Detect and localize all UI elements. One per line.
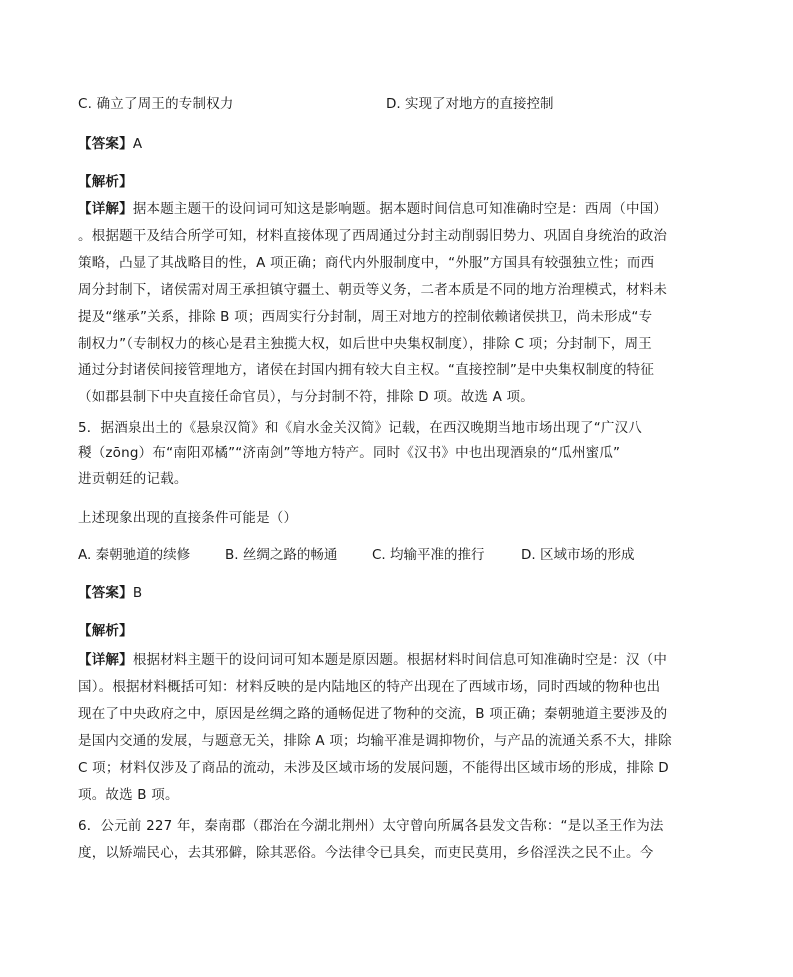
q4-option-c: C. 确立了周王的专制权力 xyxy=(78,96,234,112)
q5-option-a: A. 秦朝驰道的续修 xyxy=(78,547,191,563)
q6-stem-line-0: 6．公元前 227 年，秦南郡（郡治在今湖北荆州）太守曾向所属各县发文告称：“是以圣王作为法 xyxy=(78,818,664,834)
q5-option-c: C. 均输平准的推行 xyxy=(372,547,485,563)
answer-value: B xyxy=(132,585,143,601)
answer-value: A xyxy=(132,136,143,152)
q6-stem-line-1: 度，以矫端民心，去其邪僻，除其恶俗。今法律令已具矣，而吏民莫用，乡俗淫泆之民不止。今 xyxy=(78,845,654,861)
q5-detail-line-0: 【详解】根据材料主题干的设问词可知本题是原因题。根据材料时间信息可知准确时空是：汉（中 xyxy=(78,652,668,668)
q5-option-b: B. 丝绸之路的畅通 xyxy=(225,547,338,563)
q4-detail-line-6: 通过分封诸侯间接管理地方，诸侯在封国内拥有较大自主权。“直接控制”是中央集权制度的特征 xyxy=(78,362,655,378)
answer-label: 【答案】 xyxy=(78,136,133,152)
detail-label: 【详解】 xyxy=(78,201,133,217)
q5-analysis-label: 【解析】 xyxy=(78,623,133,639)
q5-option-d: D. 区域市场的形成 xyxy=(521,547,635,563)
q5-detail-line-1: 国）。根据材料概括可知：材料反映的是内陆地区的特产出现在了西域市场，同时西域的物种也出 xyxy=(78,679,661,695)
q5-detail-line-2: 现在了中央政府之中，原因是丝绸之路的通畅促进了物种的交流，B 项正确；秦朝驰道主要涉及的 xyxy=(78,706,668,722)
q4-detail-line-5: 制权力”（专制权力的核心是君主独揽大权，如后世中央集权制度），排除 C 项；分封制下，周王 xyxy=(78,336,653,352)
q4-detail-line-2: 策略，凸显了其战略目的性，A 项正确；商代内外服制度中，“外服”方国具有较强独立性；而西 xyxy=(78,255,655,271)
q5-detail-line-4: C 项；材料仅涉及了商品的流动，未涉及区域市场的发展问题，不能得出区域市场的形成，排除 D xyxy=(78,760,669,776)
q5-question: 上述现象出现的直接条件可能是（） xyxy=(78,510,298,526)
q5-stem-line-2: 进贡朝廷的记载。 xyxy=(78,471,188,487)
q4-detail-line-1: 。根据题干及结合所学可知，材料直接体现了西周通过分封主动削弱旧势力、巩固自身统治的政治 xyxy=(78,228,668,244)
q4-analysis-label: 【解析】 xyxy=(78,174,133,190)
q5-stem-line-0: 5．据酒泉出土的《悬泉汉简》和《肩水金关汉简》记载，在西汉晚期当地市场出现了“广汉八 xyxy=(78,420,642,436)
q5-detail-line-3: 是国内交通的发展，与题意无关，排除 A 项；均输平准是调抑物价，与产品的流通关系不大，排除 xyxy=(78,733,672,749)
q4-detail-line-0: 【详解】据本题主题干的设问词可知这是影响题。据本题时间信息可知准确时空是：西周（中国） xyxy=(78,201,668,217)
q4-detail-line-3: 周分封制下，诸侯需对周王承担镇守疆土、朝贡等义务，二者本质是不同的地方治理模式，材料未 xyxy=(78,282,668,298)
q4-detail-line-7: （如郡县制下中央直接任命官员），与分封制不符，排除 D 项。故选 A 项。 xyxy=(78,389,534,405)
q5-answer xyxy=(78,583,142,603)
q4-detail-line-4: 提及“继承”关系，排除 B 项；西周实行分封制，周王对地方的控制依赖诸侯拱卫，尚未形成“专 xyxy=(78,309,653,325)
detail-label: 【详解】 xyxy=(78,652,133,668)
answer-label: 【答案】 xyxy=(78,585,133,601)
q4-option-d: D. 实现了对地方的直接控制 xyxy=(386,96,554,112)
q5-detail-line-5: 项。故选 B 项。 xyxy=(78,787,179,803)
q5-stem-line-1: 稯（zōng）布“南阳邓橘”“济南剑”等地方特产。同时《汉书》中也出现酒泉的“瓜州蜜瓜” xyxy=(78,445,621,461)
q4-answer xyxy=(78,134,142,154)
